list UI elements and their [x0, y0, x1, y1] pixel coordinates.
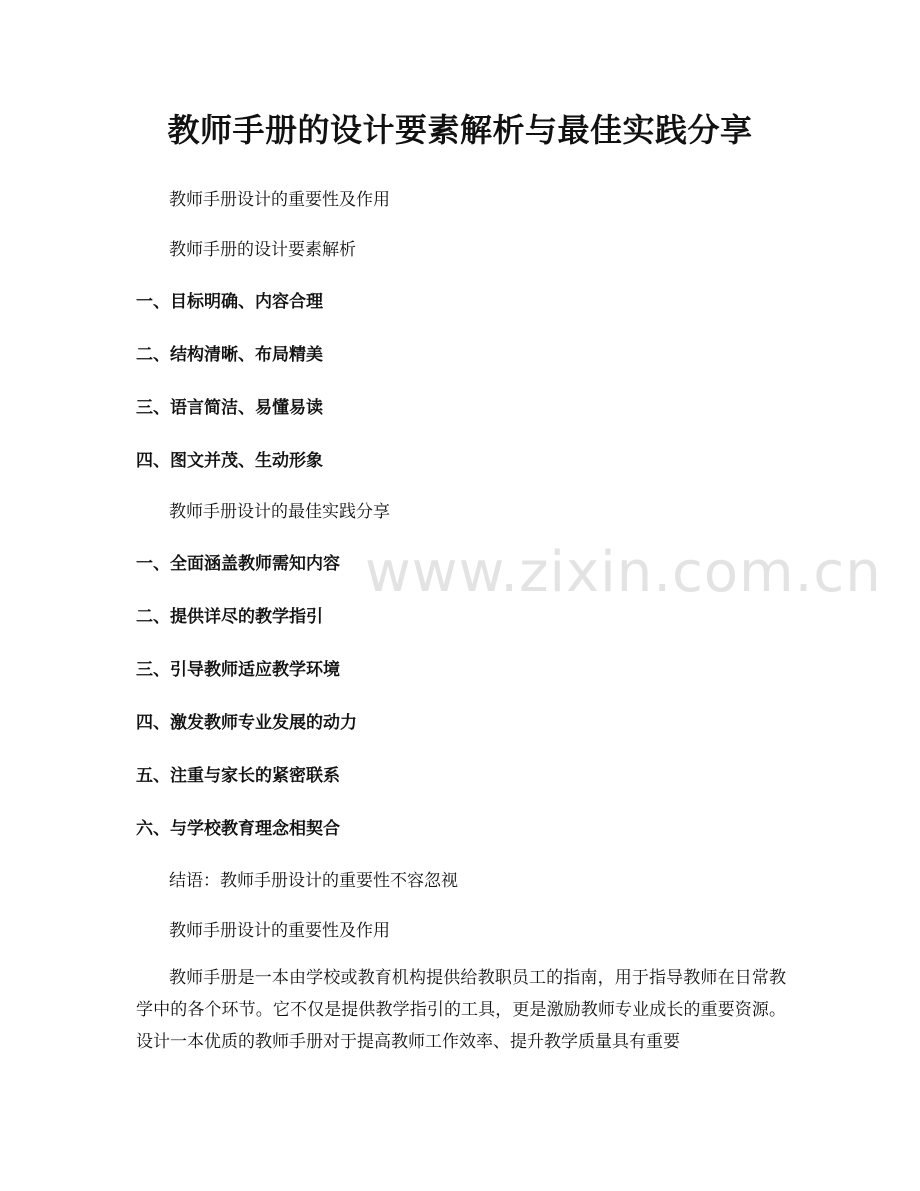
toc-item-importance: 教师手册设计的重要性及作用	[169, 190, 390, 210]
toc-practice-4: 四、激发教师专业发展的动力	[136, 713, 357, 733]
section-heading: 教师手册设计的重要性及作用	[169, 921, 390, 941]
toc-practice-1: 一、全面涵盖教师需知内容	[136, 554, 340, 574]
toc-practice-2: 二、提供详尽的教学指引	[136, 607, 323, 627]
toc-element-1: 一、目标明确、内容合理	[136, 292, 323, 312]
toc-element-3: 三、语言简洁、易懂易读	[136, 398, 323, 418]
body-paragraph: 教师手册是一本由学校或教育机构提供给教职员工的指南，用于指导教师在日常教学中的各个环节。它不仅是提供教学指引的工具，更是激励教师专业成长的重要资源。设计一本优质的教师手册对于提高教师工作效率、提升教学质量具有重要	[136, 968, 786, 1052]
toc-practice-3: 三、引导教师适应教学环境	[136, 660, 340, 680]
toc-practice-6: 六、与学校教育理念相契合	[136, 819, 340, 839]
toc-item-best-practices: 教师手册设计的最佳实践分享	[169, 502, 390, 522]
toc-item-conclusion: 结语：教师手册设计的重要性不容忽视	[169, 871, 458, 891]
toc-item-design-elements: 教师手册的设计要素解析	[169, 240, 356, 260]
toc-practice-5: 五、注重与家长的紧密联系	[136, 766, 340, 786]
toc-element-4: 四、图文并茂、生动形象	[136, 451, 323, 471]
toc-element-2: 二、结构清晰、布局精美	[136, 345, 323, 365]
watermark: www.zixin.com.cn	[365, 540, 882, 605]
document-title: 教师手册的设计要素解析与最佳实践分享	[167, 111, 753, 149]
